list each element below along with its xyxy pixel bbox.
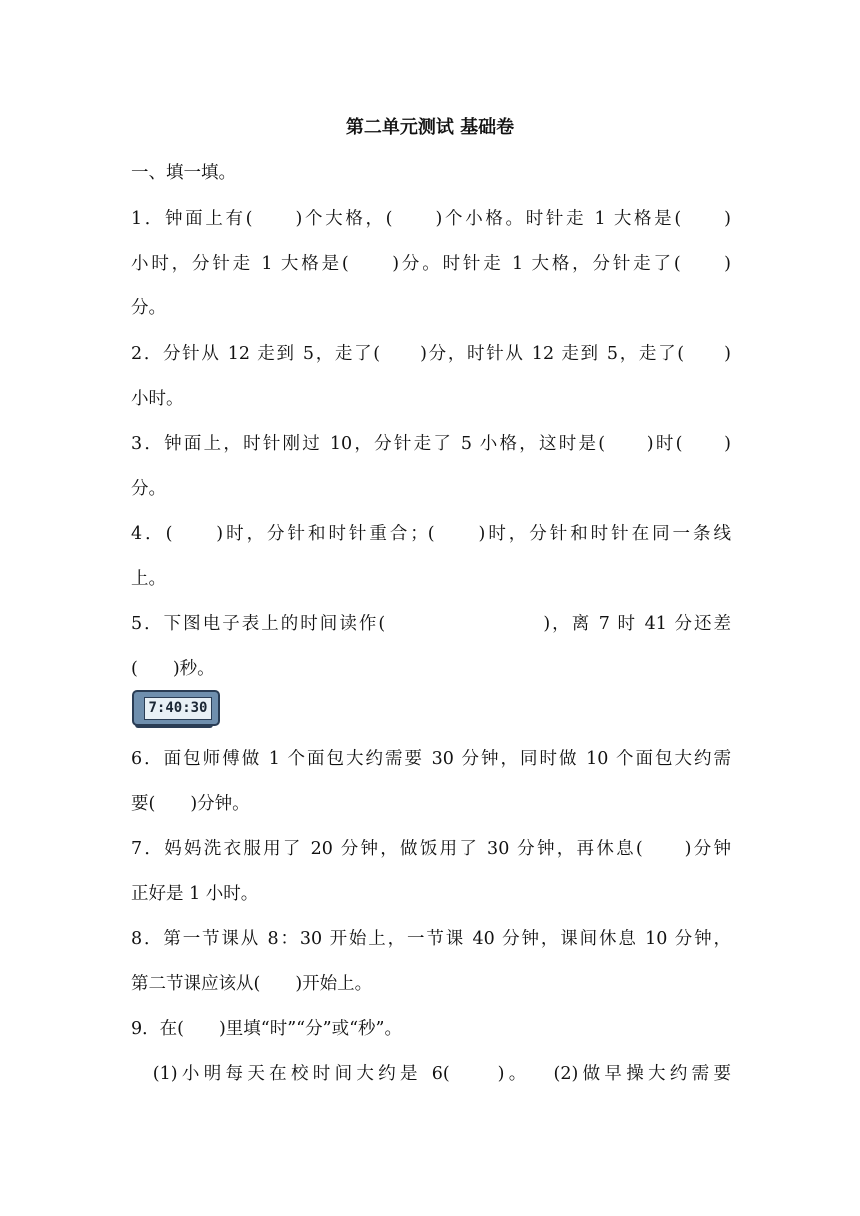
clock-base [135, 724, 213, 728]
question-2-line-1: 2．分针从 12 走到 5，走了( )分，时针从 12 走到 5，走了( ) [131, 344, 731, 364]
question-7-line-2: 正好是 1 小时。 [131, 884, 259, 904]
question-9-line-2: (1)小明每天在校时间大约是 6( )。 (2)做早操大约需要 [131, 1064, 731, 1084]
question-5-line-2: ( )秒。 [131, 659, 215, 679]
question-4-line-2: 上。 [131, 569, 166, 589]
clock-display: 7:40:30 [144, 697, 212, 720]
question-6-line-1: 6．面包师傅做 1 个面包大约需要 30 分钟，同时做 10 个面包大约需 [131, 749, 731, 769]
question-8-line-1: 8．第一节课从 8：30 开始上，一节课 40 分钟，课间休息 10 分钟， [131, 929, 731, 949]
question-1-line-2: 小时，分针走 1 大格是( )分。时针走 1 大格，分针走了( ) [131, 254, 731, 274]
question-9-line-1: 9．在( )里填“时”“分”或“秒”。 [131, 1019, 402, 1039]
question-1-line-3: 分。 [131, 298, 166, 318]
question-4-line-1: 4．( )时，分针和时针重合；( )时，分针和时针在同一条线 [131, 524, 731, 544]
question-3-line-1: 3．钟面上，时针刚过 10，分针走了 5 小格，这时是( )时( ) [131, 434, 731, 454]
question-5-line-1: 5．下图电子表上的时间读作( )，离 7 时 41 分还差 [131, 614, 731, 634]
question-3-line-2: 分。 [131, 479, 166, 499]
page-title: 第二单元测试 基础卷 [345, 117, 515, 138]
question-7-line-1: 7．妈妈洗衣服用了 20 分钟，做饭用了 30 分钟，再休息( )分钟 [131, 839, 731, 859]
section-heading: 一、填一填。 [131, 163, 236, 183]
question-1-line-1: 1．钟面上有( )个大格，( )个小格。时针走 1 大格是( ) [131, 209, 731, 229]
question-6-line-2: 要( )分钟。 [131, 794, 250, 814]
clock-body [132, 690, 220, 726]
digital-clock-icon [131, 688, 219, 730]
question-8-line-2: 第二节课应该从( )开始上。 [131, 974, 373, 994]
question-2-line-2: 小时。 [131, 389, 184, 409]
